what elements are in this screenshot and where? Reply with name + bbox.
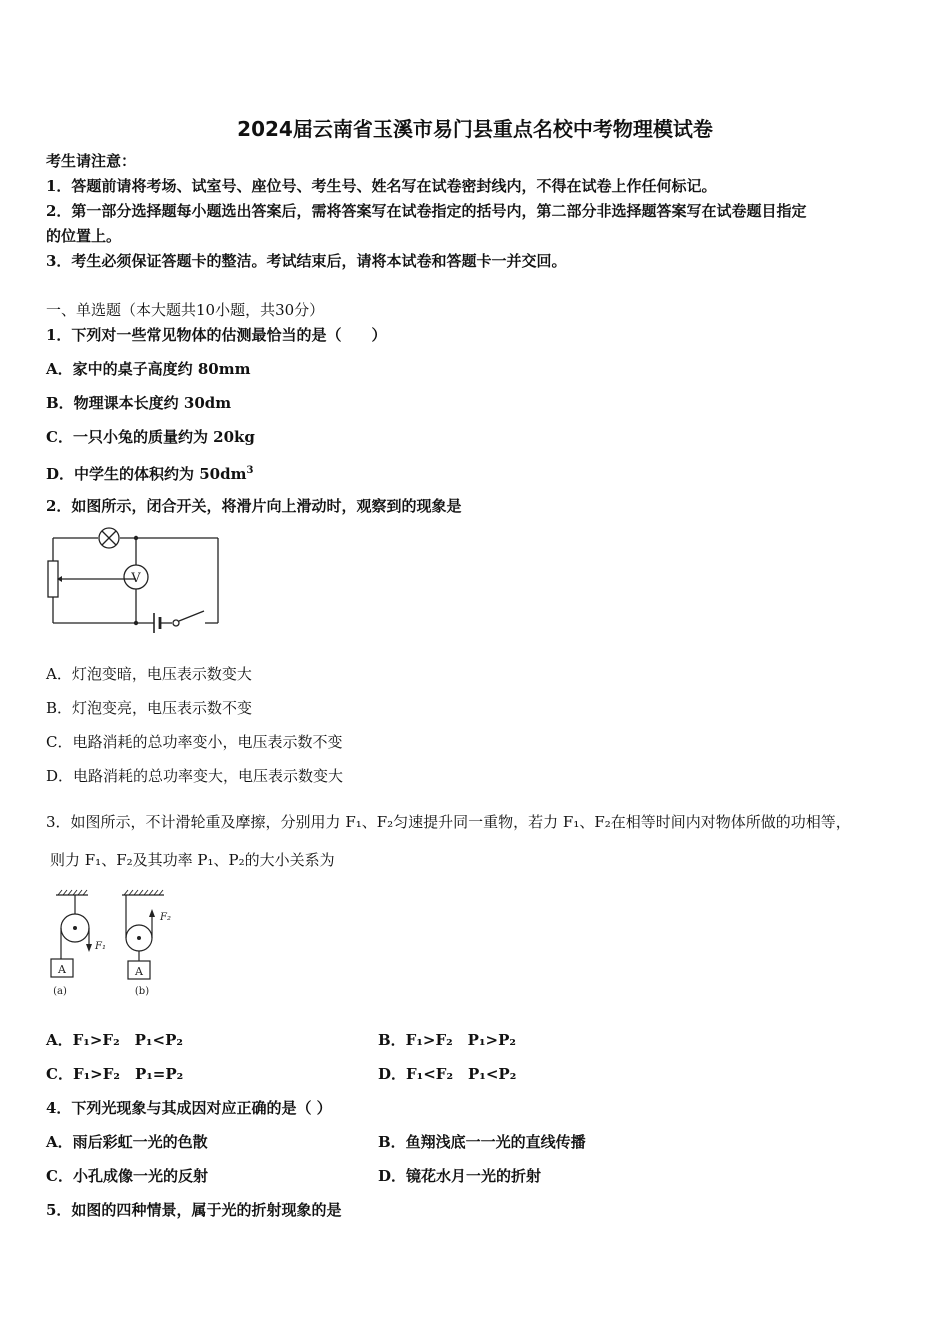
voltmeter-label: V (131, 571, 141, 586)
q1-option-a[interactable]: A．家中的桌子高度约 80mm (46, 360, 251, 378)
q3-pulley-diagram (44, 888, 194, 1003)
notice-item-2-cont: 的位置上。 (46, 227, 122, 245)
notice-item-3: 3．考生必须保证答题卡的整洁。考试结束后，请将本试卷和答题卡一并交回。 (46, 252, 567, 270)
q2-option-b[interactable]: B．灯泡变亮，电压表示数不变 (46, 699, 253, 717)
q4-stem: 4．下列光现象与其成因对应正确的是（ ） (46, 1099, 332, 1117)
q2-option-a[interactable]: A．灯泡变暗，电压表示数变大 (46, 665, 252, 683)
q2-stem: 2．如图所示，闭合开关，将滑片向上滑动时，观察到的现象是 (46, 497, 462, 515)
q1-stem: 1．下列对一些常见物体的估测最恰当的是（ ） (46, 326, 387, 344)
q4-option-c[interactable]: C．小孔成像一光的反射 (46, 1167, 208, 1185)
q2-option-c[interactable]: C．电路消耗的总功率变小，电压表示数不变 (46, 733, 343, 751)
q1-option-d[interactable]: D．中学生的体积约为 $50dm^3$ (46, 465, 254, 483)
caption-b: (b) (134, 986, 150, 997)
q4-option-b[interactable]: B．鱼翔浅底一一光的直线传播 (378, 1133, 586, 1151)
q2-option-d[interactable]: D．电路消耗的总功率变大，电压表示数变大 (46, 767, 344, 785)
caption-a: (a) (53, 986, 67, 997)
q3-option-b[interactable]: B．F₁>F₂ P₁>P₂ (378, 1031, 516, 1049)
block-b-label: A (135, 965, 143, 978)
q3-stem-line2: 则力 F₁、F₂及其功率 P₁、P₂的大小关系为 (50, 851, 335, 869)
section-heading: 一、单选题（本大题共10小题，共30分） (46, 301, 325, 319)
q3-option-c[interactable]: C．F₁>F₂ P₁=P₂ (46, 1065, 184, 1083)
q2-circuit-diagram (40, 525, 230, 635)
block-a-label: A (58, 963, 66, 976)
notice-item-1: 1．答题前请将考场、试室号、座位号、考生号、姓名写在试卷密封线内，不得在试卷上作任何标记。 (46, 177, 717, 195)
notice-heading: 考生请注意： (46, 152, 137, 170)
q3-option-d[interactable]: D．F₁<F₂ P₁<P₂ (378, 1065, 517, 1083)
q3-option-a[interactable]: A．F₁>F₂ P₁<P₂ (46, 1031, 183, 1049)
q3-stem-line1: 3．如图所示，不计滑轮重及摩擦，分别用力 F₁、F₂匀速提升同一重物，若力 F₁、F₂在相等时间内对物体所做的功相等， (46, 813, 851, 831)
q5-stem: 5．如图的四种情景，属于光的折射现象的是 (46, 1201, 342, 1219)
q4-option-a[interactable]: A．雨后彩虹一光的色散 (46, 1133, 208, 1151)
q1-option-c[interactable]: C．一只小兔的质量约为 20kg (46, 428, 255, 446)
q4-option-d[interactable]: D．镜花水月一光的折射 (378, 1167, 542, 1185)
q1-option-b[interactable]: B．物理课本长度约 30dm (46, 394, 232, 412)
page-title: 2024届云南省玉溪市易门县重点名校中考物理模试卷 (237, 117, 713, 141)
notice-item-2: 2．第一部分选择题每小题选出答案后，需将答案写在试卷指定的括号内，第二部分非选择题答案写在试卷题目指定 (46, 202, 807, 220)
force-f2-label: F₂ (160, 912, 171, 923)
force-f1-label: F₁ (95, 941, 106, 952)
